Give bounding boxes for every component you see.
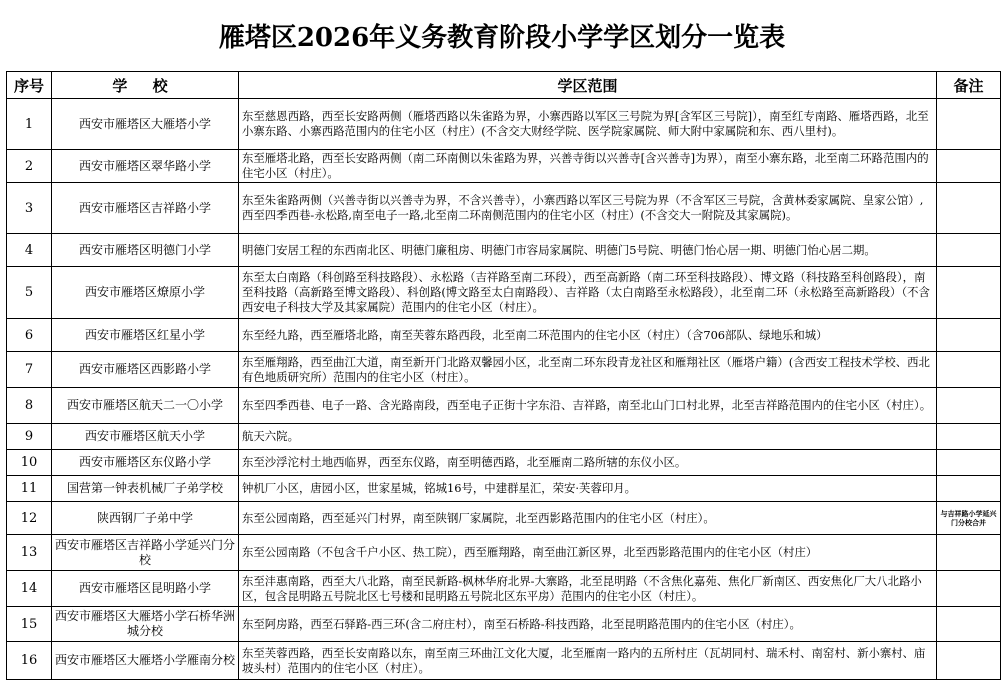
district-range: 钟机厂小区，唐园小区，世家星城，铭城16号，中建群星汇，荣安·芙蓉印月。	[239, 476, 937, 502]
row-number: 6	[7, 319, 52, 352]
page-title: 雁塔区2026年义务教育阶段小学学区划分一览表	[218, 23, 786, 53]
header-no: 序号	[7, 72, 52, 99]
school-name: 陕西钢厂子弟中学	[52, 502, 239, 535]
note-cell	[937, 535, 1001, 571]
school-name: 西安市雁塔区东仪路小学	[52, 450, 239, 476]
table-row	[7, 450, 1001, 476]
row-number: 10	[7, 450, 52, 476]
school-name: 西安市雁塔区航天二一〇小学	[52, 388, 239, 424]
note-cell	[937, 424, 1001, 450]
note-cell	[937, 267, 1001, 319]
table-row	[7, 502, 1001, 535]
header-row	[7, 72, 1001, 99]
row-number: 14	[7, 571, 52, 607]
school-name: 西安市雁塔区翠华路小学	[52, 150, 239, 183]
header-range: 学区范围	[239, 72, 937, 99]
district-range: 东至四季西巷、电子一路、含光路南段，西至电子正街十字东沿、吉祥路，南至北山门口村北界，北至吉祥路范围内的住宅小区（村庄）。	[239, 388, 937, 424]
table-row	[7, 388, 1001, 424]
note-cell	[937, 450, 1001, 476]
note-cell	[937, 571, 1001, 607]
note-cell	[937, 150, 1001, 183]
district-range: 东至经九路，西至雁塔北路，南至芙蓉东路西段，北至南二环范围内的住宅小区（村庄）（含706部队、绿地乐和城）	[239, 319, 937, 352]
school-name: 西安市雁塔区昆明路小学	[52, 571, 239, 607]
note-cell	[937, 183, 1001, 234]
row-number: 5	[7, 267, 52, 319]
header-note: 备注	[937, 72, 1001, 99]
district-range: 东至慈恩西路，西至长安路两侧（雁塔西路以朱雀路为界，小寨西路以军区三号院为界[含军区三号院]），南至红专南路、雁塔西路，北至小寨东路、小寨西路范围内的住宅小区（村庄）(不含交大财经学院、医学院家属院、师大附中家属院和东、西八里村)。	[239, 99, 937, 150]
district-range: 明德门安居工程的东西南北区、明德门廉租房、明德门市容局家属院、明德门5号院、明德门怡心居一期、明德门怡心居二期。	[239, 234, 937, 267]
row-number: 4	[7, 234, 52, 267]
district-range: 东至阿房路，西至石驿路-西三环(含二府庄村），南至石桥路-科技西路，北至昆明路范围内的住宅小区（村庄）。	[239, 607, 937, 642]
row-number: 3	[7, 183, 52, 234]
table-row	[7, 571, 1001, 607]
table-row	[7, 183, 1001, 234]
note-cell	[937, 476, 1001, 502]
row-number: 2	[7, 150, 52, 183]
district-range: 东至芙蓉西路，西至长安南路以东，南至南三环曲江文化大厦，北至雁南一路内的五所村庄（瓦胡同村、瑞禾村、南窑村、新小寨村、庙坡头村）范围内的住宅小区（村庄）。	[239, 642, 937, 680]
school-name: 国营第一钟表机械厂子弟学校	[52, 476, 239, 502]
district-table	[6, 71, 1001, 680]
note-cell	[937, 99, 1001, 150]
row-number: 12	[7, 502, 52, 535]
table-row	[7, 642, 1001, 680]
district-range: 航天六院。	[239, 424, 937, 450]
school-name: 西安市雁塔区吉祥路小学延兴门分校	[52, 535, 239, 571]
table-row	[7, 476, 1001, 502]
header-school: 学 校	[52, 72, 239, 99]
note-cell	[937, 234, 1001, 267]
school-name: 西安市雁塔区明德门小学	[52, 234, 239, 267]
school-name: 西安市雁塔区吉祥路小学	[52, 183, 239, 234]
table-row	[7, 150, 1001, 183]
table-row	[7, 99, 1001, 150]
district-range: 东至沙浮沱村土地西临界，西至东仪路，南至明德西路，北至雁南二路所辖的东仪小区。	[239, 450, 937, 476]
table-row	[7, 607, 1001, 642]
district-range: 东至雁塔北路，西至长安路两侧（南二环南侧以朱雀路为界，兴善寺街以兴善寺[含兴善寺]为界），南至小寨东路，北至南二环路范围内的住宅小区（村庄）。	[239, 150, 937, 183]
district-range: 东至雁翔路，西至曲江大道，南至新开门北路双馨园小区，北至南二环东段青龙社区和雁翔社区（雁塔户籍）(含西安工程技术学校、西北有色地质研究所）范围内的住宅小区（村庄）。	[239, 352, 937, 388]
school-name: 西安市雁塔区红星小学	[52, 319, 239, 352]
row-number: 13	[7, 535, 52, 571]
note-cell	[937, 642, 1001, 680]
row-number: 9	[7, 424, 52, 450]
district-range: 东至朱雀路两侧（兴善寺街以兴善寺为界，不含兴善寺），小寨西路以军区三号院为界（不含军区三号院，含黄林委家属院、皇家公馆）,西至四季西巷-永松路,南至电子一路,北至南二环南侧范围内的住宅小区（村庄）(不含交大一附院及其家属院)。	[239, 183, 937, 234]
row-number: 15	[7, 607, 52, 642]
school-name: 西安市雁塔区大雁塔小学石桥华洲城分校	[52, 607, 239, 642]
district-range: 东至太白南路（科创路至科技路段）、永松路（吉祥路至南二环段），西至高新路（南二环至科技路段）、博文路（科技路至科创路段），南至科技路（高新路至博文路段）、科创路(博文路至太白南路段）、吉祥路（太白南路至永松路段），北至南二环（永松路至高新路段）（不含西安电子科技大学及其家属院）范围内的住宅小区（村庄）。	[239, 267, 937, 319]
note-cell	[937, 319, 1001, 352]
table-row	[7, 535, 1001, 571]
school-name: 西安市雁塔区燎原小学	[52, 267, 239, 319]
table-row	[7, 352, 1001, 388]
district-range: 东至沣惠南路，西至大八北路，南至民新路-枫林华府北界-大寨路，北至昆明路（不含焦化嘉苑、焦化厂新南区、西安焦化厂大八北路小区，包含昆明路五号院北区七号楼和昆明路五号院北区东平房）范围内的住宅小区（村庄）。	[239, 571, 937, 607]
district-range: 东至公园南路，西至延兴门村界，南至陕钢厂家属院，北至西影路范围内的住宅小区（村庄）。	[239, 502, 937, 535]
row-number: 16	[7, 642, 52, 680]
note-cell	[937, 607, 1001, 642]
row-number: 1	[7, 99, 52, 150]
table-row	[7, 319, 1001, 352]
note-cell	[937, 352, 1001, 388]
note-cell: 与吉祥路小学延兴门分校合并	[937, 502, 1001, 535]
row-number: 7	[7, 352, 52, 388]
row-number: 11	[7, 476, 52, 502]
note-cell	[937, 388, 1001, 424]
table-row	[7, 424, 1001, 450]
table-row	[7, 234, 1001, 267]
table-row	[7, 267, 1001, 319]
district-range: 东至公园南路（不包含千户小区、热工院），西至雁翔路，南至曲江新区界，北至西影路范围内的住宅小区（村庄）	[239, 535, 937, 571]
school-name: 西安市雁塔区大雁塔小学雁南分校	[52, 642, 239, 680]
school-name: 西安市雁塔区西影路小学	[52, 352, 239, 388]
row-number: 8	[7, 388, 52, 424]
school-name: 西安市雁塔区航天小学	[52, 424, 239, 450]
school-name: 西安市雁塔区大雁塔小学	[52, 99, 239, 150]
